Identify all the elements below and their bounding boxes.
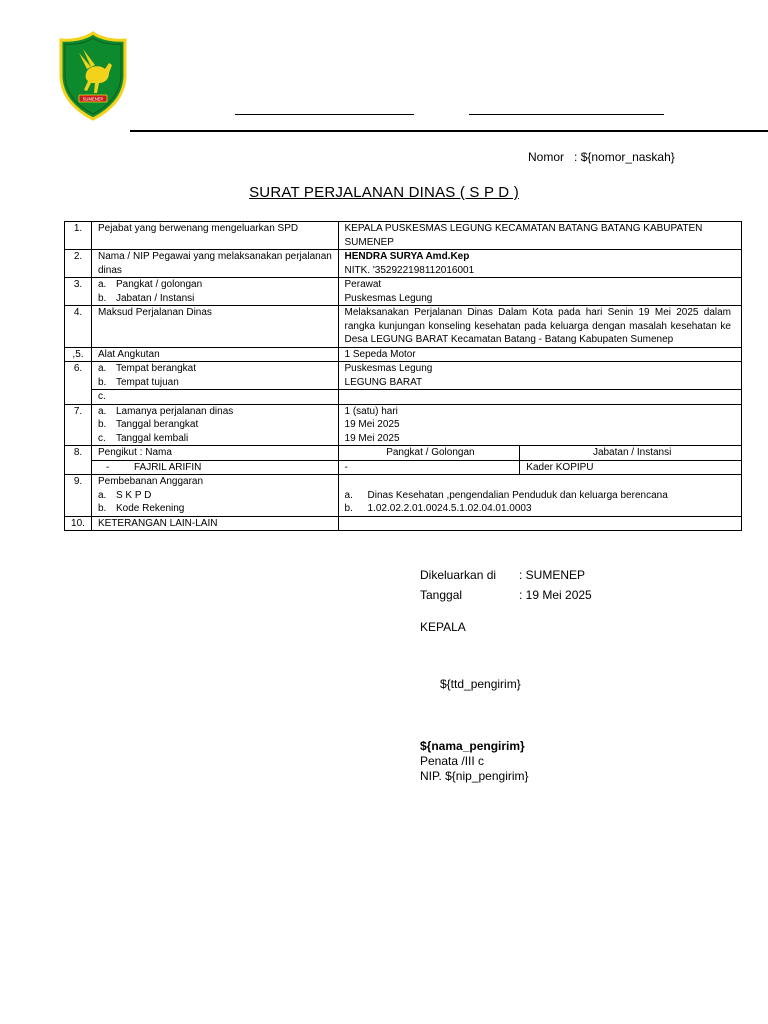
row-label: Nama / NIP Pegawai yang melaksanakan perjalanan dinas bbox=[91, 250, 338, 278]
employee-nip: NITK. '352922198112016001 bbox=[344, 264, 475, 276]
row-label bbox=[91, 475, 338, 517]
header-divider bbox=[130, 130, 768, 132]
table-row bbox=[65, 390, 742, 405]
table-row bbox=[65, 460, 742, 475]
sub-letter: b. bbox=[97, 503, 107, 514]
row-label: Pejabat yang berwenang mengeluarkan SPD bbox=[91, 222, 338, 250]
signature-placeholder: ${ttd_pengirim} bbox=[440, 677, 521, 691]
row-number: 9. bbox=[65, 475, 92, 517]
row-number: 4. bbox=[65, 306, 92, 348]
column-header-jabatan: Jabatan / Instansi bbox=[520, 446, 742, 461]
document-title: SURAT PERJALANAN DINAS ( S P D ) bbox=[249, 184, 519, 201]
row-label: Alat Angkutan bbox=[91, 347, 338, 362]
sender-rank: Penata /III c bbox=[420, 754, 485, 768]
row-label: KETERANGAN LAIN-LAIN bbox=[91, 516, 338, 531]
sub-letter: b. bbox=[97, 419, 107, 430]
table-row bbox=[65, 222, 742, 250]
row-label: Pengikut : Nama bbox=[91, 446, 338, 461]
row-number: 8. bbox=[65, 446, 92, 475]
table-row bbox=[65, 362, 742, 390]
position-value: Puskesmas Legung bbox=[344, 292, 433, 304]
row-value bbox=[338, 250, 741, 278]
sub-letter: b. bbox=[97, 292, 107, 304]
sub-label: Jabatan / Instansi bbox=[115, 292, 195, 304]
follower-name-cell bbox=[91, 460, 338, 475]
date-value: : 19 Mei 2025 bbox=[519, 588, 592, 602]
row-value bbox=[338, 278, 741, 306]
sub-letter: c. bbox=[97, 391, 106, 402]
row-value bbox=[338, 475, 741, 517]
sub-label: Tanggal kembali bbox=[115, 432, 189, 444]
employee-name: HENDRA SURYA Amd.Kep bbox=[344, 251, 470, 262]
signer-position: KEPALA bbox=[420, 620, 466, 634]
row-value bbox=[338, 516, 741, 531]
nomor-value: : ${nomor_naskah} bbox=[574, 150, 675, 164]
row-number: 10. bbox=[65, 516, 92, 531]
row-value: Melaksanakan Perjalanan Dinas Dalam Kota pada hari Senin 19 Mei 2025 dalam rangka kunjungan konseling kesehatan pada keluarga dengan masalah kesehatan ke Desa LEGUNG BARAT Kecamatan Batang - Batang Kabupaten Sumenep bbox=[338, 306, 741, 348]
date-label: Tanggal bbox=[420, 588, 463, 602]
row-number: 2. bbox=[65, 250, 92, 278]
table-row bbox=[65, 404, 742, 446]
follower-pangkat: - bbox=[338, 460, 520, 475]
sub-label: Pembebanan Anggaran bbox=[97, 476, 204, 487]
sub-label: Tempat berangkat bbox=[115, 363, 197, 374]
sub-label: S K P D bbox=[115, 489, 152, 501]
row-number: 6. bbox=[65, 362, 92, 405]
issued-label: Dikeluarkan di bbox=[420, 568, 497, 582]
sub-letter: a. bbox=[97, 489, 107, 501]
skpd-value: Dinas Kesehatan ,pengendalian Penduduk dan keluarga berencana bbox=[367, 489, 668, 501]
sub-label: Pangkat / golongan bbox=[115, 279, 203, 290]
spd-table bbox=[64, 221, 742, 531]
sumenep-regency-logo bbox=[57, 31, 129, 121]
sub-letter: a. bbox=[97, 279, 107, 290]
table-row bbox=[65, 516, 742, 531]
sender-name: ${nama_pengirim} bbox=[420, 739, 525, 753]
row-value bbox=[338, 404, 741, 446]
column-header-pangkat: Pangkat / Golongan bbox=[338, 446, 520, 461]
duration-value: 1 (satu) hari bbox=[344, 405, 398, 417]
sub-label: Tempat tujuan bbox=[115, 376, 179, 388]
row-label bbox=[91, 390, 338, 405]
account-code-value: 1.02.02.2.01.0024.5.1.02.04.01.0003 bbox=[367, 503, 532, 514]
row-value bbox=[338, 390, 741, 405]
sub-letter: a. bbox=[97, 405, 107, 417]
issued-value: : SUMENEP bbox=[519, 568, 586, 582]
table-row bbox=[65, 475, 742, 517]
table-row bbox=[65, 446, 742, 461]
row-label: Maksud Perjalanan Dinas bbox=[91, 306, 338, 348]
logo-banner-text: SUMENEP bbox=[82, 96, 104, 102]
follower-name: FAJRIL ARIFIN bbox=[133, 461, 202, 473]
row-label bbox=[91, 404, 338, 446]
table-row bbox=[65, 347, 742, 362]
row-number: 7. bbox=[65, 404, 92, 446]
sub-letter: a. bbox=[97, 363, 107, 374]
sender-nip: NIP. ${nip_pengirim} bbox=[420, 769, 529, 783]
table-row bbox=[65, 278, 742, 306]
departure-place: Puskesmas Legung bbox=[344, 363, 433, 374]
row-number: 1. bbox=[65, 222, 92, 250]
sender-block bbox=[420, 739, 529, 784]
row-number: ,5. bbox=[65, 347, 92, 362]
row-number: 3. bbox=[65, 278, 92, 306]
follower-dash: - bbox=[105, 461, 110, 473]
table-row bbox=[65, 306, 742, 348]
row-label bbox=[91, 278, 338, 306]
sub-label: Tanggal berangkat bbox=[115, 419, 199, 430]
header-line-right bbox=[469, 114, 664, 115]
rank-value: Perawat bbox=[344, 279, 382, 290]
header-line-left bbox=[235, 114, 414, 115]
sub-letter: a. bbox=[344, 489, 353, 501]
row-value: 1 Sepeda Motor bbox=[338, 347, 741, 362]
destination-place: LEGUNG BARAT bbox=[344, 376, 423, 388]
row-value bbox=[338, 362, 741, 390]
nomor-label: Nomor bbox=[528, 150, 565, 164]
row-label bbox=[91, 362, 338, 390]
table-row bbox=[65, 250, 742, 278]
sub-letter: c. bbox=[97, 432, 106, 444]
sub-label: Kode Rekening bbox=[115, 503, 185, 514]
return-date: 19 Mei 2025 bbox=[344, 432, 400, 444]
sub-letter: b. bbox=[344, 503, 353, 514]
sub-letter: b. bbox=[97, 376, 107, 388]
departure-date: 19 Mei 2025 bbox=[344, 419, 400, 430]
letter-number bbox=[528, 150, 675, 164]
follower-jabatan: Kader KOPIPU bbox=[520, 460, 742, 475]
row-value: KEPALA PUSKESMAS LEGUNG KECAMATAN BATANG BATANG KABUPATEN SUMENEP bbox=[338, 222, 741, 250]
sub-label: Lamanya perjalanan dinas bbox=[115, 405, 234, 417]
signature-block bbox=[420, 567, 592, 639]
